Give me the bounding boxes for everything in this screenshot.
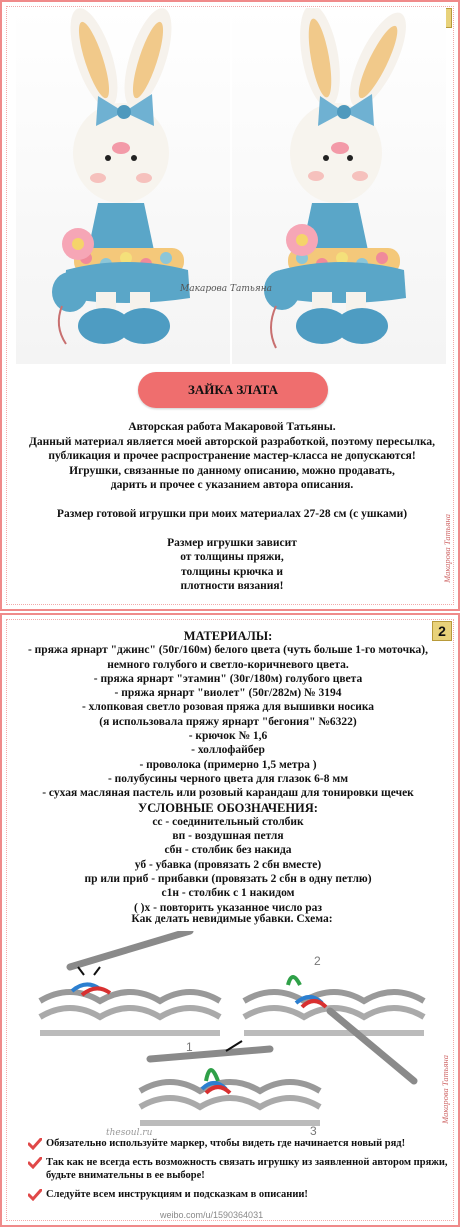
intro-line: публикация и прочее распространение мастер-класса не допускаются! [48,450,416,463]
note-text: Так как не всегда есть возможность связать игрушку из заявленной автором пряжи, будьте внимательны в ее выборе! [46,1157,448,1181]
scheme-step-3 [140,1041,320,1138]
note-item [28,1156,448,1182]
note-item [28,1188,448,1201]
scheme-watermark: thesoul.ru [106,1128,153,1138]
legend-item: сс - соединительный столбик [152,815,304,828]
legend-item: с1н - столбик с 1 накидом [161,887,295,900]
decrease-scheme-diagram [30,931,434,1141]
scheme-step-label: 1 [186,1040,193,1054]
checkmark-icon [28,1189,42,1201]
page-number-badge: 2 [432,621,452,641]
pattern-title: ЗАЙКА ЗЛАТА [138,372,328,408]
material-item: - полубусины черного цвета для глазок 6-8 мм [107,772,349,785]
scheme-step-label: 3 [310,1124,317,1138]
legend-item: уб - убавка (провязать 2 сбн вместе) [134,858,322,871]
intro-line: Игрушки, связанные по данному описанию, можно продавать, [69,464,395,477]
material-item: - крючок № 1,6 [188,730,268,743]
note-text: Обязательно используйте маркер, чтобы видеть где начинается новый ряд! [46,1138,406,1149]
material-item: - пряжа ярнарт "джинс" (50г/160м) белого цвета (чуть больше 1-го моточка), [27,644,429,657]
legend-item: сбн - столбик без накида [164,844,292,857]
material-item: - пряжа ярнарт "этамин" (30г/180м) голубого цвета [93,672,363,685]
material-item: - проволока (примерно 1,5 метра ) [139,758,317,771]
legend-item: вп - воздушная петля [172,830,284,843]
size-line: Размер готовой игрушки при моих материалах 27-28 см (с ушками) [56,507,408,520]
bunny-photo-front [16,8,230,364]
material-item: (я использовала пряжу ярнарт "бегония" №6322) [99,715,357,728]
bunny-photo-angle [232,8,446,364]
notes-list [28,1137,448,1207]
material-item: - пряжа ярнарт "виолет" (50г/282м) № 3194 [114,687,342,700]
material-item: - холлофайбер [191,744,265,757]
checkmark-icon [28,1157,42,1169]
note-item [28,1137,448,1150]
material-item: немного голубого и светло-коричневого цвета. [107,658,349,671]
materials-section [8,629,448,915]
note-text: Следуйте всем инструкциям и подсказкам в описании! [46,1189,308,1200]
legend-item: ( )х - повторить указанное число раз [133,901,323,914]
legend-item: пр или приб - прибавки (провязать 2 сбн в одну петлю) [84,873,372,886]
intro-line: дарить и прочее с указанием автора описания. [110,479,354,492]
material-item: - хлопковая светло розовая пряжа для вышивки носика [81,701,375,714]
checkmark-icon [28,1138,42,1150]
page-1 [0,0,460,611]
scheme-step-2 [244,954,424,1081]
depends-line: толщины крючка и [181,565,283,578]
materials-heading: МАТЕРИАЛЫ: [183,629,273,643]
depends-line: Размер игрушки зависит [167,536,297,549]
page-2 [0,613,460,1227]
material-item: - сухая масляная пастель или розовый карандаш для тонировки щечек [42,787,414,800]
side-signature: Макарова Татьяна [442,514,452,583]
toy-photos [16,8,446,364]
intro-line: Данный материал является моей авторской разработкой, поэтому пересылка, [28,435,436,448]
scheme-step-1 [40,931,220,1054]
intro-line: Авторская работа Макаровой Татьяны. [128,421,336,433]
side-signature: Макарова Татьяна [440,1055,450,1124]
intro-text [10,420,454,594]
depends-line: плотности вязания! [180,580,284,593]
scheme-title: Как делать невидимые убавки. Схема: [131,913,333,925]
legend-heading: УСЛОВНЫЕ ОБОЗНАЧЕНИЯ: [138,800,318,815]
depends-line: от толщины пряжи, [180,551,284,564]
footer-watermark: weibo.com/u/1590364031 [160,1210,264,1220]
scheme-step-label: 2 [314,954,321,968]
photo-signature: Макарова Татьяна [180,284,273,294]
